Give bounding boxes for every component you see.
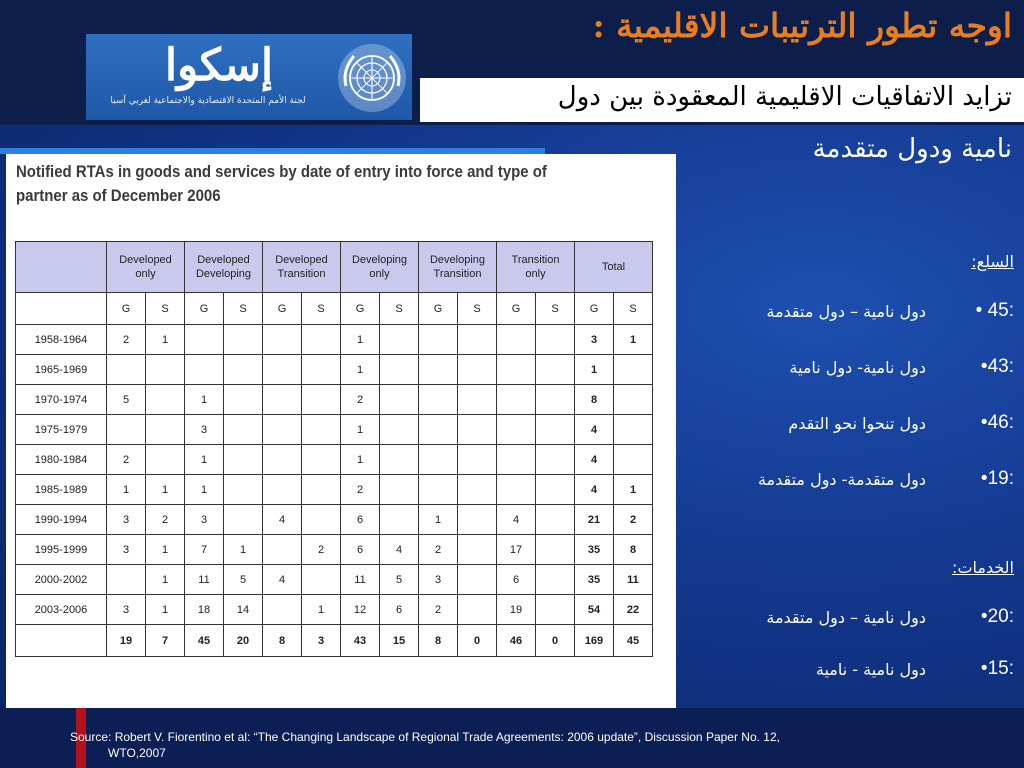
table-cell: 1: [185, 385, 224, 415]
table-cell: [458, 595, 497, 625]
table-cell: [536, 415, 575, 445]
table-total-cell: 169: [575, 625, 614, 657]
goods-heading: السلع:: [971, 252, 1014, 271]
table-cell: [224, 475, 263, 505]
table-cell: [263, 355, 302, 385]
goods-item-text: دول متقدمة- دول متقدمة: [757, 470, 926, 489]
table-cell: 35: [575, 535, 614, 565]
table-cell: 1: [146, 325, 185, 355]
table-subcol-header: S: [536, 293, 575, 325]
table-row-period: 1995-1999: [16, 535, 107, 565]
goods-item: [674, 356, 1014, 384]
slide-subtitle-line1: تزايد الاتفاقيات الاقليمية المعقودة بين دول: [557, 82, 1012, 112]
table-cell: 5: [224, 565, 263, 595]
table-cell: [185, 355, 224, 385]
table-cell: [536, 565, 575, 595]
table-group-header-line: Developing: [195, 268, 252, 280]
table-row-period: 1965-1969: [16, 355, 107, 385]
table-cell: [263, 325, 302, 355]
table-cell: [458, 385, 497, 415]
table-cell: [146, 415, 185, 445]
table-group-header: [341, 242, 419, 293]
table-cell: [263, 415, 302, 445]
table-cell: 14: [224, 595, 263, 625]
table-cell: 2: [341, 475, 380, 505]
table-cell: 2: [146, 505, 185, 535]
table-cell: 22: [614, 595, 653, 625]
table-row: [16, 595, 653, 625]
table-cell: [263, 535, 302, 565]
table-cell: 1: [341, 355, 380, 385]
services-item-text: دول نامية - نامية: [815, 660, 926, 679]
table-total-cell: 0: [458, 625, 497, 657]
table-cell: [536, 535, 575, 565]
logo-subtitle: لجنة الأمم المتحدة الاقتصادية والاجتماعية لغربي آسيا: [110, 96, 306, 106]
table-group-header-line: Developed: [197, 254, 250, 266]
table-cell: [302, 475, 341, 505]
table-group-header: [575, 242, 653, 293]
table-row-period: 1970-1974: [16, 385, 107, 415]
table-row: [16, 385, 653, 415]
table-cell: [224, 325, 263, 355]
table-subcol-header: S: [458, 293, 497, 325]
table-totals-row: [16, 625, 653, 657]
source-line-2: WTO,2007: [108, 746, 166, 760]
goods-item: [674, 412, 1014, 440]
services-item-count: •20:: [980, 606, 1014, 627]
table-group-header-line: Developed: [275, 254, 328, 266]
table-cell: [458, 535, 497, 565]
table-cell: [497, 445, 536, 475]
table-subcol-header: S: [380, 293, 419, 325]
table-cell: 7: [185, 535, 224, 565]
table-cell: 1: [419, 505, 458, 535]
table-row-period: 1990-1994: [16, 505, 107, 535]
table-subcol-header: S: [224, 293, 263, 325]
table-cell: 1: [185, 445, 224, 475]
table-total-cell: 19: [107, 625, 146, 657]
table-subcol-header: G: [263, 293, 302, 325]
table-group-header-line: only: [135, 268, 156, 280]
table-cell: [458, 565, 497, 595]
table-group-header: [263, 242, 341, 293]
slide-title: اوجه تطور الترتيبات الاقليمية :: [592, 6, 1012, 45]
table-cell: [536, 475, 575, 505]
table-cell: [497, 415, 536, 445]
table-row: [16, 475, 653, 505]
table-cell: 1: [146, 595, 185, 625]
table-cell: 3: [419, 565, 458, 595]
table-cell: [263, 475, 302, 505]
table-total-cell: 46: [497, 625, 536, 657]
table-cell: [380, 355, 419, 385]
table-group-header-line: Transition: [277, 268, 326, 280]
table-cell: 11: [185, 565, 224, 595]
table-cell: [380, 325, 419, 355]
goods-item-text: دول تنحوا نحو التقدم: [788, 414, 926, 433]
table-cell: 4: [263, 565, 302, 595]
table-cell: [419, 445, 458, 475]
table-cell: [224, 445, 263, 475]
table-group-header-line: Developing: [429, 254, 486, 266]
escwa-logo: [86, 34, 412, 120]
table-cell: 11: [614, 565, 653, 595]
table-cell: 17: [497, 535, 536, 565]
table-cell: [614, 415, 653, 445]
table-total-cell: 8: [419, 625, 458, 657]
goods-item-count: •19:: [980, 468, 1014, 489]
table-cell: [614, 355, 653, 385]
goods-item-count: • 45:: [975, 300, 1014, 321]
goods-item-count: •46:: [980, 412, 1014, 433]
table-group-header: [497, 242, 575, 293]
table-cell: [302, 565, 341, 595]
table-cell: [380, 445, 419, 475]
table-cell: 8: [614, 535, 653, 565]
table-cell: [419, 385, 458, 415]
table-group-header: [107, 242, 185, 293]
table-cell: [380, 475, 419, 505]
table-row-period: 1975-1979: [16, 415, 107, 445]
table-total-cell: 45: [614, 625, 653, 657]
goods-item: [674, 468, 1014, 496]
table-cell: [146, 355, 185, 385]
slide-subtitle-line2: نامية ودول متقدمة: [812, 134, 1012, 164]
table-cell: [185, 325, 224, 355]
table-cell: [458, 325, 497, 355]
table-cell: 4: [380, 535, 419, 565]
table-subcol-header: G: [419, 293, 458, 325]
services-item-count: •15:: [980, 658, 1014, 679]
table-cell: 8: [575, 385, 614, 415]
goods-item: [674, 300, 1014, 328]
table-cell: [458, 475, 497, 505]
table-row: [16, 445, 653, 475]
table-cell: 1: [341, 445, 380, 475]
table-cell: 3: [185, 415, 224, 445]
table-row-period: 2003-2006: [16, 595, 107, 625]
table-cell: [224, 355, 263, 385]
table-cell: 2: [341, 385, 380, 415]
table-cell: 5: [107, 385, 146, 415]
table-subcol-header: S: [302, 293, 341, 325]
goods-item-count: •43:: [980, 356, 1014, 377]
table-cell: 19: [497, 595, 536, 625]
table-cell: [302, 385, 341, 415]
table-group-header-line: Transition: [433, 268, 482, 280]
table-cell: [536, 385, 575, 415]
logo-word: إسكوا: [164, 40, 274, 91]
table-cell: 21: [575, 505, 614, 535]
table-cell: 1: [341, 325, 380, 355]
table-cell: [380, 415, 419, 445]
table-total-cell: 8: [263, 625, 302, 657]
table-cell: [419, 325, 458, 355]
table-cell: [302, 505, 341, 535]
table-cell: 18: [185, 595, 224, 625]
table-cell: 4: [575, 415, 614, 445]
table-cell: 3: [185, 505, 224, 535]
table-total-cell: 15: [380, 625, 419, 657]
table-cell: 1: [341, 415, 380, 445]
table-cell: [146, 385, 185, 415]
table-caption: Notified RTAs in goods and services by date of entry into force and type of partner as of December 2006: [16, 162, 547, 205]
table-cell: [536, 505, 575, 535]
table-cell: [536, 595, 575, 625]
table-cell: [419, 415, 458, 445]
table-cell: [302, 325, 341, 355]
table-row-period: 1980-1984: [16, 445, 107, 475]
table-group-header-line: only: [525, 268, 546, 280]
table-cell: 11: [341, 565, 380, 595]
table-cell: [458, 355, 497, 385]
table-cell: 4: [575, 445, 614, 475]
table-cell: 5: [380, 565, 419, 595]
table-cell: [458, 415, 497, 445]
table-cell: [497, 385, 536, 415]
table-cell: 1: [107, 475, 146, 505]
table-cell: 3: [575, 325, 614, 355]
table-cell: 6: [341, 505, 380, 535]
table-cell: [302, 355, 341, 385]
table-cell: 2: [107, 325, 146, 355]
services-heading: الخدمات:: [952, 558, 1014, 577]
table-cell: 1: [146, 475, 185, 505]
table-corner-cell: [16, 242, 107, 293]
table-cell: 3: [107, 505, 146, 535]
goods-item-text: دول نامية- دول نامية: [789, 358, 926, 377]
table-row: [16, 535, 653, 565]
table-group-header: [185, 242, 263, 293]
table-total-cell: 45: [185, 625, 224, 657]
table-cell: 1: [614, 475, 653, 505]
un-emblem-icon: [336, 42, 408, 114]
table-cell: 3: [107, 595, 146, 625]
table-cell: 2: [614, 505, 653, 535]
table-subcol-header: S: [614, 293, 653, 325]
table-row-period: 1958-1964: [16, 325, 107, 355]
table-cell: 2: [302, 535, 341, 565]
table-subcol-header: G: [341, 293, 380, 325]
table-total-cell: 7: [146, 625, 185, 657]
table-cell: [536, 355, 575, 385]
table-cell: [419, 355, 458, 385]
table-group-header: [419, 242, 497, 293]
services-item-text: دول نامية – دول متقدمة: [766, 608, 926, 627]
table-cell: 1: [614, 325, 653, 355]
source-line-1: Source: Robert V. Fiorentino et al: “The Changing Landscape of Regional Trade Agreements: 2006 update”, Discussion Paper No. 12,: [70, 730, 780, 744]
table-group-header-line: Transition: [511, 254, 560, 266]
table-cell: 1: [575, 355, 614, 385]
table-cell: [263, 595, 302, 625]
table-cell: [107, 415, 146, 445]
table-cell: [224, 385, 263, 415]
table-cell: [497, 475, 536, 505]
table-row: [16, 505, 653, 535]
table-cell: [263, 385, 302, 415]
table-row-period: 1985-1989: [16, 475, 107, 505]
table-group-header-line: Developing: [351, 254, 408, 266]
table-panel: [6, 154, 676, 709]
table-cell: [614, 385, 653, 415]
table-cell: [458, 445, 497, 475]
table-cell: 4: [497, 505, 536, 535]
table-cell: [107, 355, 146, 385]
table-total-cell: 0: [536, 625, 575, 657]
table-cell: 2: [419, 595, 458, 625]
table-cell: [224, 415, 263, 445]
table-subcol-header: G: [107, 293, 146, 325]
table-cell: [458, 505, 497, 535]
table-cell: 1: [146, 565, 185, 595]
table-total-cell: 3: [302, 625, 341, 657]
table-cell: 2: [419, 535, 458, 565]
table-corner-cell: [16, 293, 107, 325]
table-cell: 1: [302, 595, 341, 625]
services-item: [674, 658, 1014, 686]
table-cell: [380, 505, 419, 535]
table-cell: [302, 445, 341, 475]
table-cell: [263, 445, 302, 475]
table-cell: 6: [380, 595, 419, 625]
rta-table: [15, 241, 653, 657]
table-cell: [497, 325, 536, 355]
table-cell: [614, 445, 653, 475]
table-row: [16, 415, 653, 445]
table-subcol-header: G: [185, 293, 224, 325]
table-cell: [380, 385, 419, 415]
table-group-header-line: Total: [601, 261, 626, 273]
table-cell: 6: [497, 565, 536, 595]
table-cell: 6: [341, 535, 380, 565]
table-cell: 35: [575, 565, 614, 595]
table-row: [16, 355, 653, 385]
table-group-header-line: Developed: [119, 254, 172, 266]
table-total-cell: 20: [224, 625, 263, 657]
table-cell: 12: [341, 595, 380, 625]
table-cell: 2: [107, 445, 146, 475]
table-subcol-header: S: [146, 293, 185, 325]
table-cell: [107, 565, 146, 595]
table-cell: [536, 325, 575, 355]
table-cell: [419, 475, 458, 505]
table-row: [16, 325, 653, 355]
table-cell: 1: [146, 535, 185, 565]
table-cell: [146, 445, 185, 475]
table-totals-label: [16, 625, 107, 657]
goods-item-text: دول نامية – دول متقدمة: [766, 302, 926, 321]
services-item: [674, 606, 1014, 634]
table-cell: [224, 505, 263, 535]
table-cell: 4: [575, 475, 614, 505]
table-cell: 1: [224, 535, 263, 565]
table-total-cell: 43: [341, 625, 380, 657]
table-cell: [302, 415, 341, 445]
table-row: [16, 565, 653, 595]
table-cell: 54: [575, 595, 614, 625]
table-cell: 1: [185, 475, 224, 505]
table-cell: 4: [263, 505, 302, 535]
table-cell: [497, 355, 536, 385]
table-group-header-line: only: [369, 268, 390, 280]
table-cell: 3: [107, 535, 146, 565]
table-cell: [536, 445, 575, 475]
table-subcol-header: G: [575, 293, 614, 325]
table-row-period: 2000-2002: [16, 565, 107, 595]
table-subcol-header: G: [497, 293, 536, 325]
